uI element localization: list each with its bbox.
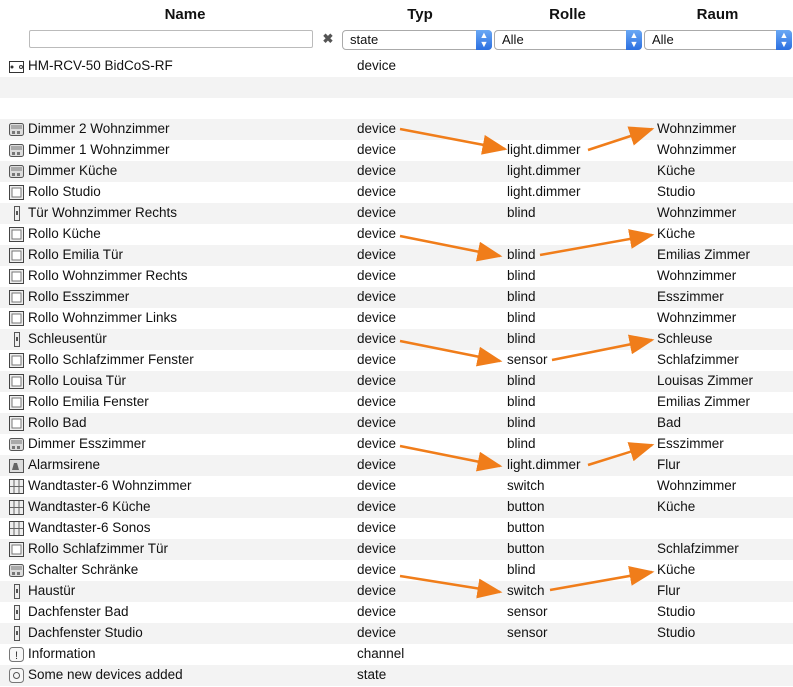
row-rolle: switch xyxy=(507,478,545,493)
select-arrows-icon: ▲ ▼ xyxy=(626,30,642,50)
row-raum: Küche xyxy=(657,226,696,241)
typ-filter-value: state xyxy=(350,32,379,47)
row-typ: device xyxy=(357,436,397,451)
row-raum: Studio xyxy=(657,184,696,199)
row-raum: Wohnzimmer xyxy=(657,205,737,220)
table-row[interactable] xyxy=(0,434,793,455)
row-name: Rollo Wohnzimmer Rechts xyxy=(28,268,188,283)
row-raum: Küche xyxy=(657,163,696,178)
row-name: Dimmer 1 Wohnzimmer xyxy=(28,142,170,157)
row-typ: device xyxy=(357,478,397,493)
row-name: Rollo Wohnzimmer Links xyxy=(28,310,178,325)
row-typ: device xyxy=(357,499,397,514)
row-rolle: light.dimmer xyxy=(507,163,581,178)
row-raum: Schlafzimmer xyxy=(657,352,739,367)
row-typ: device xyxy=(357,184,397,199)
row-rolle: blind xyxy=(507,394,536,409)
row-rolle: blind xyxy=(507,205,536,220)
row-raum: Esszimmer xyxy=(657,436,724,451)
blind-actuator-icon xyxy=(8,541,25,558)
row-raum: Bad xyxy=(657,415,682,430)
row-name: Dimmer Küche xyxy=(28,163,118,178)
row-rolle: sensor xyxy=(507,604,548,619)
row-name: Some new devices added xyxy=(28,667,183,682)
row-name: Information xyxy=(28,646,96,661)
table-row[interactable] xyxy=(0,140,793,161)
door-sensor-icon xyxy=(8,625,25,642)
table-row[interactable] xyxy=(0,224,793,245)
name-filter-input[interactable] xyxy=(29,30,313,48)
row-typ: device xyxy=(357,520,397,535)
table-row[interactable] xyxy=(0,308,793,329)
row-name: Schleusentür xyxy=(28,331,107,346)
dimmer-icon xyxy=(8,121,25,138)
table-row[interactable] xyxy=(0,245,793,266)
row-name: Dimmer Esszimmer xyxy=(28,436,146,451)
rolle-filter-value: Alle xyxy=(502,32,524,47)
row-raum: Wohnzimmer xyxy=(657,142,737,157)
row-rolle: blind xyxy=(507,562,536,577)
clear-filter-button[interactable]: ✖ xyxy=(322,31,334,46)
row-rolle: button xyxy=(507,520,545,535)
row-name: Rollo Studio xyxy=(28,184,101,199)
rf-module-icon xyxy=(8,58,25,75)
row-raum: Wohnzimmer xyxy=(657,310,737,325)
dimmer-icon xyxy=(8,562,25,579)
door-sensor-icon xyxy=(8,205,25,222)
row-rolle: blind xyxy=(507,436,536,451)
table-row[interactable] xyxy=(0,623,793,644)
column-header-name[interactable]: Name xyxy=(164,6,206,23)
table-row[interactable] xyxy=(0,77,793,98)
row-typ: device xyxy=(357,205,397,220)
row-rolle: blind xyxy=(507,247,536,262)
row-raum: Flur xyxy=(657,457,681,472)
table-row[interactable] xyxy=(0,371,793,392)
row-raum: Küche xyxy=(657,562,696,577)
row-name: Haustür xyxy=(28,583,76,598)
row-name: Rollo Esszimmer xyxy=(28,289,130,304)
row-name: Rollo Louisa Tür xyxy=(28,373,127,388)
select-arrows-icon: ▲ ▼ xyxy=(776,30,792,50)
row-name: Rollo Küche xyxy=(28,226,101,241)
table-header xyxy=(0,0,793,28)
row-typ: device xyxy=(357,625,397,640)
row-typ: device xyxy=(357,121,397,136)
table-row[interactable] xyxy=(0,644,793,665)
raum-filter-value: Alle xyxy=(652,32,674,47)
row-raum: Esszimmer xyxy=(657,289,724,304)
row-rolle: light.dimmer xyxy=(507,457,581,472)
row-raum: Emilias Zimmer xyxy=(657,247,750,262)
table-row[interactable] xyxy=(0,539,793,560)
row-name: Dachfenster Bad xyxy=(28,604,129,619)
blind-actuator-icon xyxy=(8,352,25,369)
table-row[interactable] xyxy=(0,518,793,539)
row-name: Tür Wohnzimmer Rechts xyxy=(28,205,178,220)
table-row[interactable] xyxy=(0,581,793,602)
table-row[interactable] xyxy=(0,161,793,182)
row-name: Rollo Emilia Tür xyxy=(28,247,124,262)
row-rolle: blind xyxy=(507,268,536,283)
row-rolle: light.dimmer xyxy=(507,142,581,157)
table-row[interactable] xyxy=(0,665,793,686)
rolle-filter-select[interactable] xyxy=(494,30,642,50)
table-row[interactable] xyxy=(0,98,793,119)
door-sensor-icon xyxy=(8,331,25,348)
blind-actuator-icon xyxy=(8,415,25,432)
row-typ: channel xyxy=(357,646,405,661)
table-row[interactable] xyxy=(0,119,793,140)
row-typ: device xyxy=(357,310,397,325)
row-typ: device xyxy=(357,562,397,577)
dimmer-icon xyxy=(8,142,25,159)
blind-actuator-icon xyxy=(8,268,25,285)
row-typ: device xyxy=(357,226,397,241)
row-typ: device xyxy=(357,142,397,157)
row-raum: Louisas Zimmer xyxy=(657,373,754,388)
column-header-raum[interactable]: Raum xyxy=(696,6,739,23)
dimmer-icon xyxy=(8,436,25,453)
row-raum: Emilias Zimmer xyxy=(657,394,750,409)
wall-switch-icon xyxy=(8,499,25,516)
row-typ: device xyxy=(357,457,397,472)
row-name: Wandtaster-6 Wohnzimmer xyxy=(28,478,192,493)
info-icon xyxy=(8,646,25,663)
row-rolle: blind xyxy=(507,331,536,346)
row-typ: device xyxy=(357,289,397,304)
svg-text:!: ! xyxy=(14,650,19,662)
filter-row xyxy=(0,30,793,52)
table-row[interactable] xyxy=(0,455,793,476)
row-rolle: blind xyxy=(507,289,536,304)
state-icon xyxy=(8,667,25,684)
row-name: Rollo Emilia Fenster xyxy=(28,394,149,409)
table-row[interactable] xyxy=(0,182,793,203)
table-row[interactable] xyxy=(0,287,793,308)
table-row[interactable] xyxy=(0,329,793,350)
row-typ: device xyxy=(357,373,397,388)
blind-actuator-icon xyxy=(8,310,25,327)
row-raum: Wohnzimmer xyxy=(657,268,737,283)
row-raum: Schlafzimmer xyxy=(657,541,739,556)
row-rolle: sensor xyxy=(507,352,548,367)
row-typ: device xyxy=(357,394,397,409)
select-arrows-icon: ▲ ▼ xyxy=(476,30,492,50)
row-rolle: sensor xyxy=(507,625,548,640)
row-name: Alarmsirene xyxy=(28,457,101,472)
row-typ: device xyxy=(357,247,397,262)
row-name: Dachfenster Studio xyxy=(28,625,143,640)
row-raum: Schleuse xyxy=(657,331,713,346)
row-rolle: blind xyxy=(507,373,536,388)
row-rolle: button xyxy=(507,499,545,514)
row-typ: device xyxy=(357,541,397,556)
row-typ: device xyxy=(357,163,397,178)
typ-filter-select[interactable] xyxy=(342,30,492,50)
row-name: Wandtaster-6 Küche xyxy=(28,499,151,514)
siren-icon xyxy=(8,457,25,474)
row-typ: device xyxy=(357,268,397,283)
table-row[interactable] xyxy=(0,476,793,497)
blind-actuator-icon xyxy=(8,373,25,390)
row-rolle: button xyxy=(507,541,545,556)
row-rolle: switch xyxy=(507,583,545,598)
row-rolle: blind xyxy=(507,310,536,325)
row-typ: device xyxy=(357,352,397,367)
row-raum: Studio xyxy=(657,625,696,640)
row-name: HM-RCV-50 BidCoS-RF xyxy=(28,58,173,73)
table-row[interactable] xyxy=(0,497,793,518)
row-typ: device xyxy=(357,604,397,619)
row-rolle: blind xyxy=(507,415,536,430)
raum-filter-select[interactable] xyxy=(644,30,792,50)
dimmer-icon xyxy=(8,163,25,180)
blind-actuator-icon xyxy=(8,289,25,306)
table-row[interactable] xyxy=(0,56,793,77)
row-typ: device xyxy=(357,58,397,73)
row-name: Wandtaster-6 Sonos xyxy=(28,520,151,535)
row-name: Rollo Bad xyxy=(28,415,87,430)
table-row[interactable] xyxy=(0,392,793,413)
blind-actuator-icon xyxy=(8,184,25,201)
table-row[interactable] xyxy=(0,560,793,581)
wall-switch-icon xyxy=(8,478,25,495)
row-raum: Flur xyxy=(657,583,681,598)
blind-actuator-icon xyxy=(8,394,25,411)
row-rolle: light.dimmer xyxy=(507,184,581,199)
row-raum: Wohnzimmer xyxy=(657,121,737,136)
row-name: Rollo Schlafzimmer Tür xyxy=(28,541,169,556)
row-raum: Küche xyxy=(657,499,696,514)
row-name: Schalter Schränke xyxy=(28,562,139,577)
table-row[interactable] xyxy=(0,602,793,623)
column-header-rolle[interactable]: Rolle xyxy=(549,6,586,23)
table-row[interactable] xyxy=(0,203,793,224)
blind-actuator-icon xyxy=(8,226,25,243)
row-raum: Studio xyxy=(657,604,696,619)
row-typ: state xyxy=(357,667,387,682)
row-typ: device xyxy=(357,583,397,598)
table-row[interactable] xyxy=(0,266,793,287)
table-row[interactable] xyxy=(0,350,793,371)
row-typ: device xyxy=(357,331,397,346)
door-sensor-icon xyxy=(8,604,25,621)
row-typ: device xyxy=(357,415,397,430)
door-sensor-icon xyxy=(8,583,25,600)
wall-switch-icon xyxy=(8,520,25,537)
table-row[interactable] xyxy=(0,413,793,434)
blind-actuator-icon xyxy=(8,247,25,264)
row-name: Rollo Schlafzimmer Fenster xyxy=(28,352,194,367)
column-header-typ[interactable]: Typ xyxy=(407,6,433,23)
row-name: Dimmer 2 Wohnzimmer xyxy=(28,121,170,136)
row-raum: Wohnzimmer xyxy=(657,478,737,493)
